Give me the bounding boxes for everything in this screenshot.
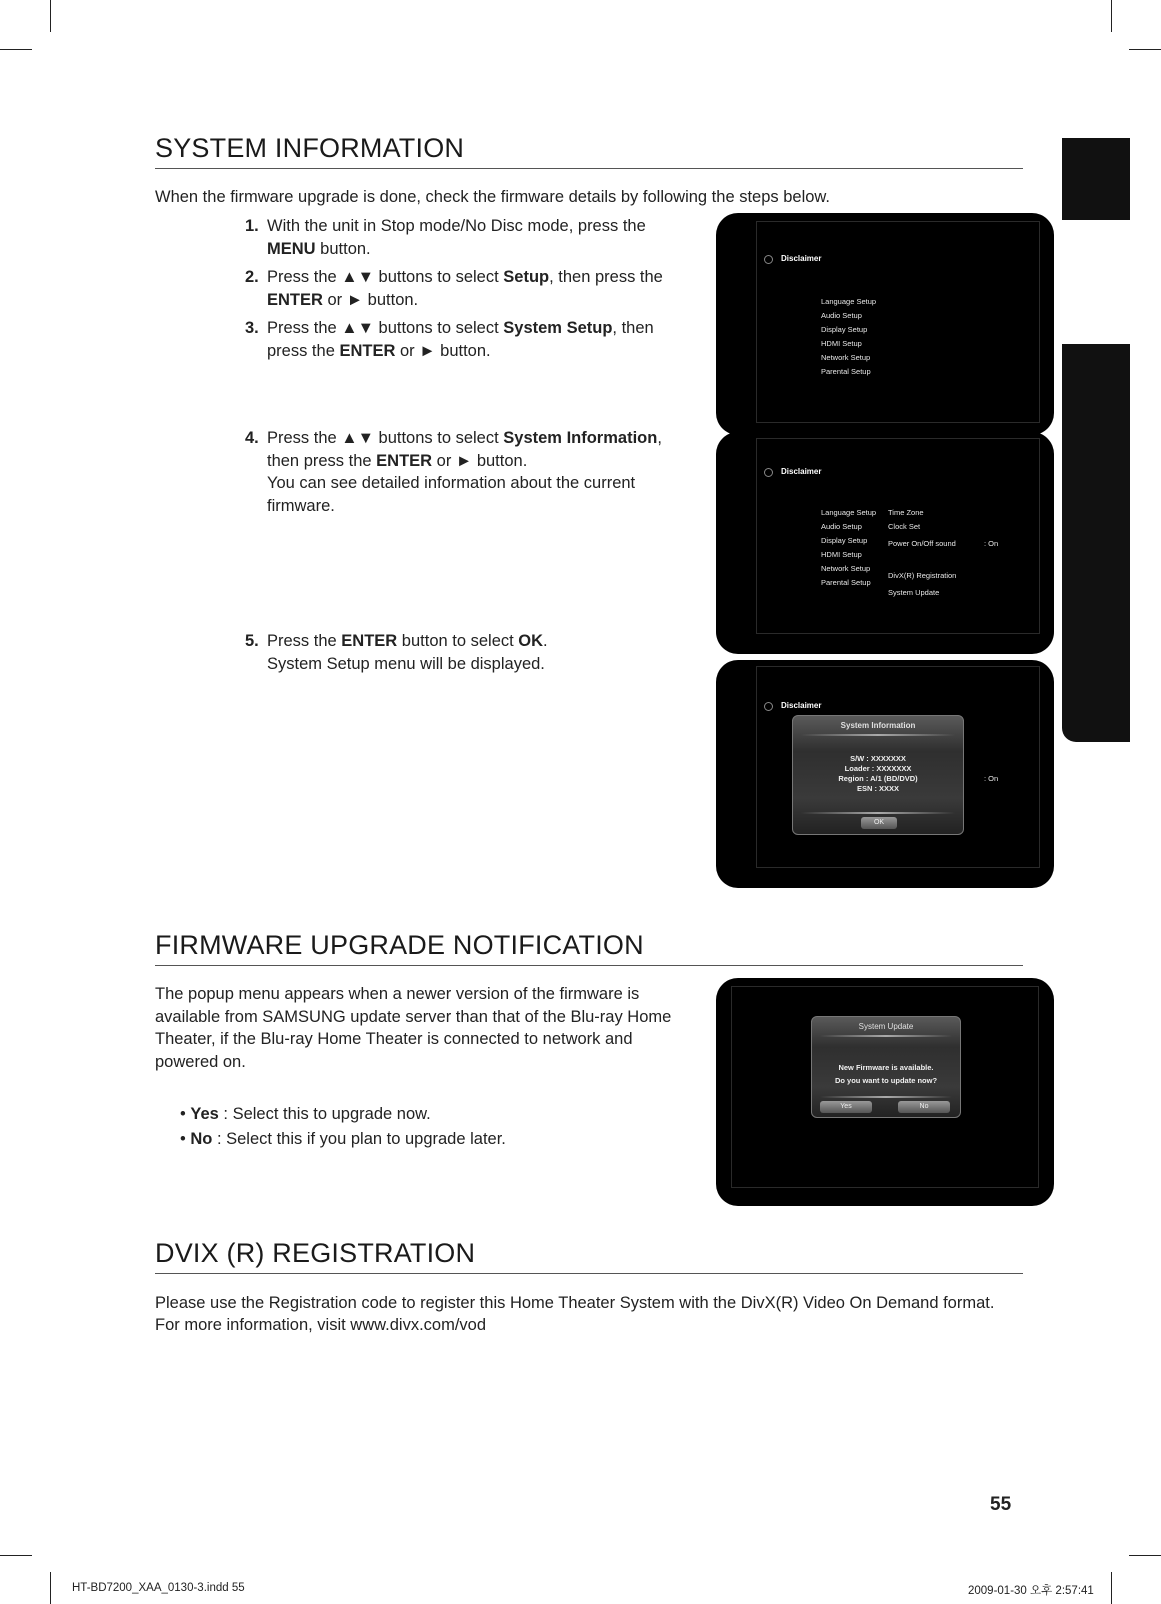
- step-1: 1. With the unit in Stop mode/No Disc mode, press the MENU button.: [245, 217, 646, 258]
- menu-item: Language Setup: [821, 508, 877, 517]
- divx-text-line-1: Please use the Registration code to register this Home Theater System with the DivX(R) Video On Demand format.: [155, 1294, 995, 1312]
- chapter-tab-active: [1062, 344, 1130, 742]
- crop-mark: [0, 1555, 32, 1556]
- footer-timestamp: 2009-01-30 오후 2:57:41: [968, 1585, 1094, 1597]
- no-button[interactable]: No: [898, 1101, 950, 1113]
- disc-icon: [764, 702, 773, 711]
- menu-item: Power On/Off sound: [888, 539, 956, 548]
- step-4: 4. Press the ▲▼ buttons to select System Information, then press the ENTER or ► button. You can see detailed information about the current firmware.: [245, 429, 662, 515]
- section-title-firmware-upgrade: FIRMWARE UPGRADE NOTIFICATION: [155, 930, 644, 960]
- chapter-tab: [1062, 138, 1130, 220]
- crop-mark: [50, 0, 51, 32]
- bullet-yes: • Yes : Select this to upgrade now.: [180, 1105, 431, 1123]
- disc-icon: [764, 468, 773, 477]
- footer-file-name: HT-BD7200_XAA_0130-3.indd 55: [72, 1582, 245, 1594]
- ok-button[interactable]: OK: [861, 817, 897, 829]
- power-value: : On: [984, 774, 999, 783]
- menu-item: Display Setup: [821, 325, 868, 334]
- step-5: 5. Press the ENTER button to select OK. System Setup menu will be displayed.: [245, 632, 548, 673]
- screenshot-system-information: [716, 660, 1054, 888]
- section-divider: [155, 1273, 1023, 1274]
- crop-mark: [50, 1572, 51, 1604]
- menu-item: Network Setup: [821, 353, 871, 362]
- system-menu-list: [888, 506, 956, 600]
- screenshot-system-setup: [716, 432, 1054, 654]
- crop-mark: [1129, 49, 1161, 50]
- disclaimer-label: Disclaimer: [781, 701, 822, 710]
- setup-menu-list: [821, 295, 876, 379]
- crop-mark: [1111, 0, 1112, 32]
- screenshot-setup-menu: [716, 213, 1054, 435]
- system-update-popup: [811, 1016, 961, 1118]
- disclaimer-label: Disclaimer: [781, 254, 822, 263]
- disclaimer-label: Disclaimer: [781, 467, 822, 476]
- page-number: 55: [990, 1494, 1012, 1515]
- intro-text: When the firmware upgrade is done, check the firmware details by following the steps below.: [155, 188, 831, 206]
- menu-item: Time Zone: [888, 508, 924, 517]
- menu-item: Display Setup: [821, 536, 868, 545]
- divx-text-line-2: For more information, visit www.divx.com/vod: [155, 1316, 487, 1334]
- section-title-system-information: SYSTEM INFORMATION: [155, 133, 465, 163]
- menu-item: Audio Setup: [821, 522, 862, 531]
- menu-item: Parental Setup: [821, 578, 871, 587]
- power-value: : On: [984, 539, 999, 548]
- step-3: 3. Press the ▲▼ buttons to select System Setup, then press the ENTER or ► button.: [245, 319, 654, 360]
- system-information-popup: [792, 715, 964, 835]
- crop-mark: [1129, 1555, 1161, 1556]
- section-title-divx-registration: DVIX (R) REGISTRATION: [155, 1238, 476, 1268]
- menu-item: System Update: [888, 588, 940, 597]
- screenshot-system-update: [716, 978, 1054, 1206]
- crop-mark: [1111, 1572, 1112, 1604]
- popup-title: System Update: [858, 1022, 914, 1031]
- disc-icon: [764, 255, 773, 264]
- popup-title: System Information: [840, 721, 916, 730]
- crop-mark: [0, 49, 32, 50]
- section-divider: [155, 965, 1023, 966]
- firmware-details: S/W : XXXXXXX Loader : XXXXXXX Region : A/1 (BD/DVD) ESN : XXXX: [838, 754, 918, 793]
- menu-item: HDMI Setup: [821, 550, 862, 559]
- menu-item: Audio Setup: [821, 311, 862, 320]
- section-divider: [155, 168, 1023, 169]
- firmware-description: The popup menu appears when a newer version of the firmware is available from SAMSUNG update server than that of the Blu-ray Home Theater, if the Blu-ray Home Theater is connected to network and powered on.: [155, 985, 672, 1071]
- menu-item: Clock Set: [888, 522, 921, 531]
- yes-button[interactable]: Yes: [820, 1101, 872, 1113]
- step-2: 2. Press the ▲▼ buttons to select Setup, then press the ENTER or ► button.: [245, 268, 663, 309]
- setup-menu-list: [821, 506, 876, 590]
- menu-item: HDMI Setup: [821, 339, 862, 348]
- menu-item: DivX(R) Registration: [888, 571, 957, 580]
- menu-item: Network Setup: [821, 564, 871, 573]
- update-message: New Firmware is available. Do you want to update now?: [834, 1063, 938, 1085]
- menu-item: Parental Setup: [821, 367, 871, 376]
- menu-item: Language Setup: [821, 297, 877, 306]
- bullet-no: • No : Select this if you plan to upgrade later.: [180, 1130, 506, 1148]
